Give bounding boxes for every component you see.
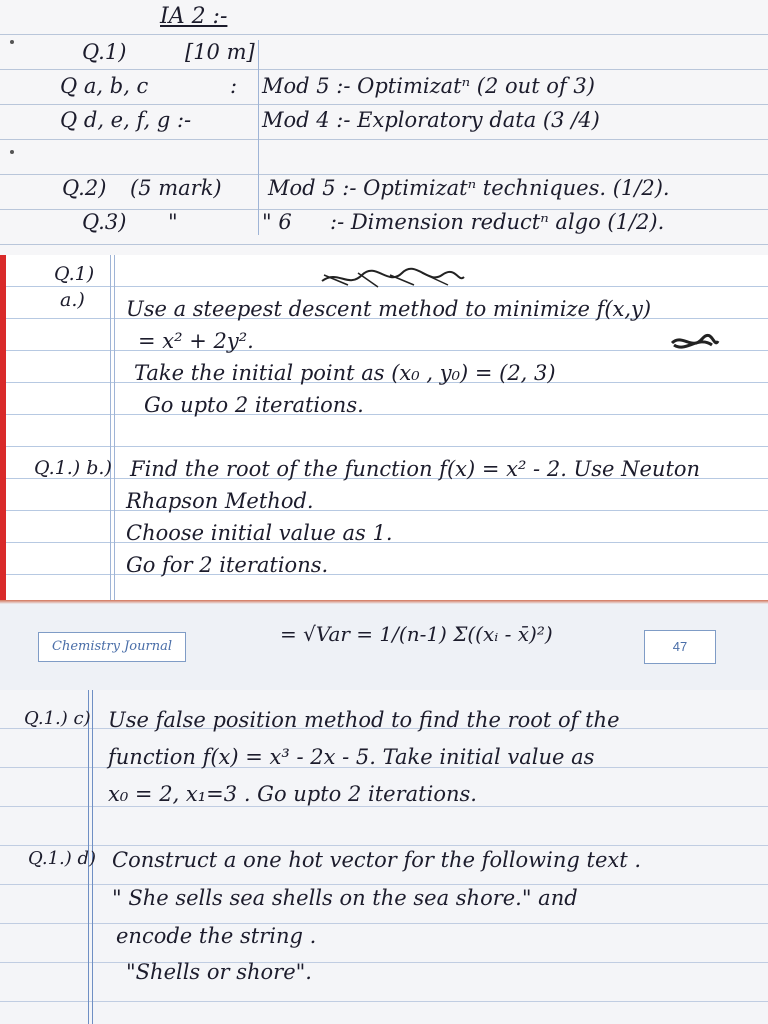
- q1b-line-3: Choose initial value as 1.: [126, 521, 393, 545]
- q3-label: Q.3): [82, 210, 127, 234]
- scribbled-out-text: [668, 331, 720, 353]
- margin-line: [110, 255, 111, 600]
- q2-marks: (5 mark): [130, 176, 222, 200]
- q3-marks: ": [168, 210, 178, 234]
- q1b-label: Q.1.) b.): [34, 457, 112, 479]
- notebook-page-1: [0, 0, 768, 255]
- q1b-line-1: Find the root of the function f(x) = x² - 2. Use Neuton: [130, 457, 701, 481]
- q1a-label-top: Q.1): [54, 263, 95, 285]
- q1-label: Q.1): [82, 40, 127, 64]
- page-title: IA 2 :-: [160, 4, 228, 29]
- page-number: 47: [644, 630, 716, 664]
- q1abc-label: Q a, b, c: [60, 74, 149, 98]
- q1a-line-3: Take the initial point as (x₀ , y₀) = (2, 3): [134, 361, 556, 385]
- q1c-line-3: x₀ = 2, x₁=3 . Go upto 2 iterations.: [108, 782, 477, 806]
- q1a-line-4: Go upto 2 iterations.: [144, 393, 364, 417]
- q1defg-label: Q d, e, f, g :-: [60, 108, 192, 132]
- page-edge: [0, 600, 768, 604]
- q1a-label-bottom: a.): [60, 289, 85, 311]
- red-edge: [0, 255, 6, 600]
- q3-text: :- Dimension reductⁿ algo (1/2).: [330, 210, 665, 234]
- q1d-line-4: "Shells or shore".: [126, 960, 312, 984]
- q1defg-text: Mod 4 :- Exploratory data (3 /4): [262, 108, 600, 132]
- q2-label: Q.2): [62, 176, 107, 200]
- journal-name-box: Chemistry Journal: [38, 632, 186, 662]
- q1d-line-3: encode the string .: [116, 924, 317, 948]
- q1a-line-1: Use a steepest descent method to minimize f(x,y): [126, 297, 652, 321]
- q3-module: " 6: [262, 210, 292, 234]
- q1a-line-2: = x² + 2y².: [138, 329, 254, 353]
- q2-text: Mod 5 :- Optimizatⁿ techniques. (1/2).: [268, 176, 670, 200]
- q1d-line-1: Construct a one hot vector for the following text .: [112, 848, 642, 872]
- q1c-line-2: function f(x) = x³ - 2x - 5. Take initial value as: [108, 745, 595, 769]
- notebook-page-3: [0, 690, 768, 1024]
- q1c-line-1: Use false position method to find the root of the: [108, 708, 620, 732]
- q1-marks: [10 m]: [185, 40, 255, 64]
- notebook-page-2: [0, 255, 768, 600]
- q1b-line-2: Rhapson Method.: [126, 489, 314, 513]
- q1abc-separator: :: [230, 74, 238, 98]
- q1d-label: Q.1.) d): [28, 848, 97, 869]
- q1c-label: Q.1.) c): [24, 708, 91, 729]
- q1abc-text: Mod 5 :- Optimizatⁿ (2 out of 3): [262, 74, 595, 98]
- margin-line: [114, 255, 115, 600]
- column-divider: [258, 40, 259, 235]
- binder-hole: [10, 40, 14, 44]
- journal-page-footer: [0, 600, 768, 690]
- q1d-line-2: " She sells sea shells on the sea shore." and: [112, 886, 578, 910]
- variance-formula: = √Var = 1/(n-1) Σ((xᵢ - x̄)²): [280, 622, 553, 646]
- q1b-line-4: Go for 2 iterations.: [126, 553, 329, 577]
- scribbled-out-text: [318, 265, 468, 291]
- binder-hole: [10, 150, 14, 154]
